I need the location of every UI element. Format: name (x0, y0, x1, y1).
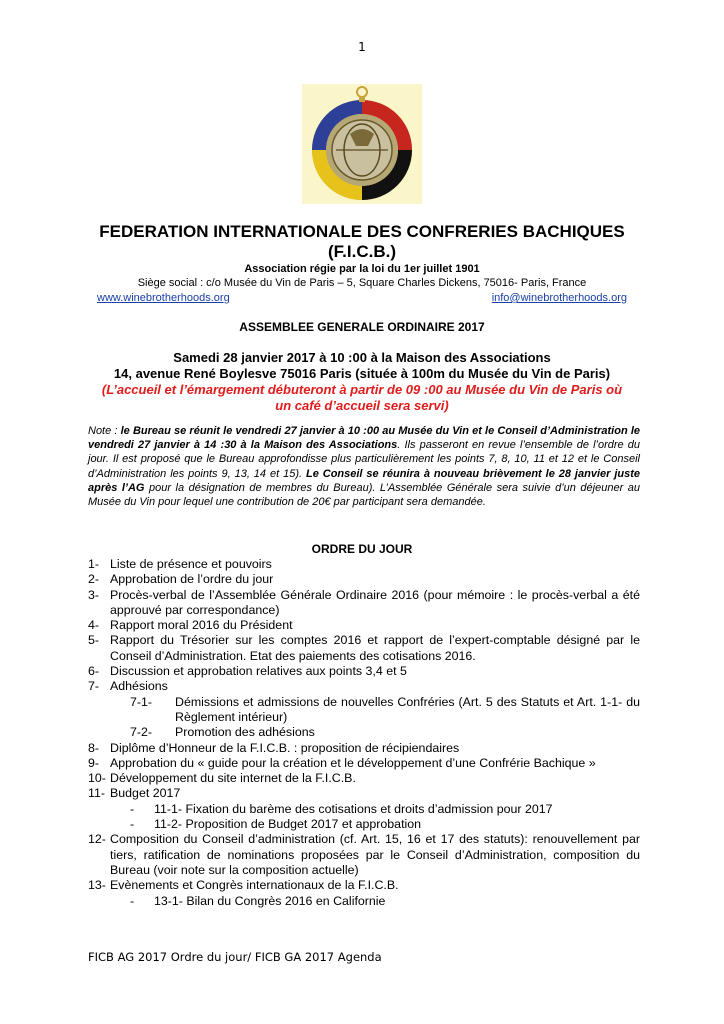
item-text: Démissions et admissions de nouvelles Confréries (Art. 5 des Statuts et Art. 1-1- du Règlement intérieur) (175, 694, 640, 724)
note-bold-2: Le Conseil se réunira à nouveau brièvement le 28 janvier juste après l’AG (88, 467, 641, 494)
item-bullet: - (130, 893, 135, 908)
item-text: Développement du site internet de la F.I.C.B. (110, 771, 356, 786)
agenda-list (88, 557, 640, 909)
list-item (88, 741, 640, 756)
item-text: Evènements et Congrès internationaux de la F.I.C.B. (110, 878, 399, 893)
item-text: Approbation de l’ordre du jour (110, 572, 274, 587)
note-label: Note : (88, 425, 121, 437)
list-item (88, 756, 640, 771)
item-text: 11-1- Fixation du barème des cotisations et droits d’admission pour 2017 (154, 801, 553, 816)
list-subitem (88, 817, 640, 832)
list-subitem (88, 894, 640, 909)
welcome-line-2: un café d’accueil sera servi) (275, 398, 449, 413)
federation-title (60, 222, 664, 262)
item-number: 7-1- (130, 694, 153, 709)
item-text: Diplôme d’Honneur de la F.I.C.B. : proposition de récipiendaires (110, 740, 460, 755)
note-text-2: pour la désignation de membres du Bureau). L’Assemblée Générale sera suivie d’un déjeuner au Musée du Vin pour lequel une contribution de 20€ par participant sera demandée. (88, 481, 640, 509)
item-text: 13-1- Bilan du Congrès 2016 en Californie (154, 893, 386, 908)
item-number: 10- (88, 771, 106, 786)
list-item (88, 633, 640, 664)
list-subitem (88, 695, 640, 726)
item-number: 8- (88, 740, 100, 755)
meeting-date: Samedi 28 janvier 2017 à 10 :00 à la Maison des Associations (173, 350, 551, 365)
title-line-1: FEDERATION INTERNATIONALE DES CONFRERIES BACHIQUES (99, 222, 625, 241)
item-number: 13- (88, 878, 106, 893)
item-text: Composition du Conseil d’administration (cf. Art. 15, 16 et 17 des statuts): renouvellement par tiers, ratification de nominations proposées par le Conseil d’Administration, composition du Bureau (voir note sur la composition actuelle) (110, 832, 640, 877)
list-subitem (88, 725, 640, 740)
item-text: Budget 2017 (110, 786, 181, 801)
siege-social: Siège social : c/o Musée du Vin de Paris – 5, Square Charles Dickens, 75016- Paris, France (137, 277, 587, 289)
association-line: Association régie par la loi du 1er juillet 1901 (244, 263, 480, 275)
item-number: 3- (88, 587, 100, 602)
item-text: Adhésions (110, 679, 168, 694)
item-bullet: - (130, 817, 135, 832)
list-item (88, 618, 640, 633)
page-number: 1 (358, 40, 366, 54)
list-item (88, 878, 640, 893)
list-item (88, 557, 640, 572)
list-item (88, 664, 640, 679)
item-number: 2- (88, 572, 100, 587)
list-item (88, 572, 640, 587)
note-paragraph (88, 424, 640, 509)
agenda-title: ORDRE DU JOUR (311, 542, 413, 556)
note-bold-1: le Bureau se réunit le vendredi 27 janvier à 10 :00 au Musée du Vin et le Conseil d’Administration le vendredi 27 janvier à 14 :30 à la Maison des Associations (88, 425, 640, 452)
item-text: Rapport moral 2016 du Président (110, 618, 293, 633)
list-subitem (88, 802, 640, 817)
list-item (88, 786, 640, 801)
item-text: Rapport du Trésorier sur les comptes 2016 et rapport de l’expert-comptable désigné par le Conseil d’Administration. Etat des paiements des cotisations 2016. (110, 633, 640, 663)
item-number: 5- (88, 633, 100, 648)
item-text: Approbation du « guide pour la création et le développement d’une Confrérie Bachique » (110, 755, 596, 770)
item-number: 1- (88, 557, 100, 571)
item-bullet: - (130, 801, 135, 816)
list-item (88, 679, 640, 694)
meeting-details (60, 350, 664, 382)
item-text: Promotion des adhésions (175, 725, 315, 740)
item-number: 11- (88, 786, 105, 801)
list-item (88, 588, 640, 619)
item-text: Procès-verbal de l’Assemblée Générale Ordinaire 2016 (pour mémoire : le procès-verbal a été approuvé par correspondance) (110, 587, 640, 617)
item-text: Discussion et approbation relatives aux points 3,4 et 5 (110, 664, 407, 679)
item-number: 6- (88, 664, 100, 679)
meeting-address: 14, avenue René Boylesve 75016 Paris (située à 100m du Musée du Vin de Paris) (113, 366, 611, 381)
title-line-2: (F.I.C.B.) (328, 242, 396, 261)
list-item (88, 832, 640, 878)
welcome-line-1: (L’accueil et l’émargement débuteront à partir de 09 :00 au Musée du Vin de Paris où (101, 382, 623, 397)
item-text: Liste de présence et pouvoirs (110, 557, 272, 571)
welcome-note (60, 382, 664, 414)
note-text-1: . Ils passeront en revue l’ensemble de l’ordre du jour. Il est proposé que le Bureau approfondisse plus particulièrement les points 7, 8, 10, 11 et 12 et le Conseil d’Administration les points 9, 13, 14 et 15). (88, 439, 641, 480)
item-number: 7- (88, 679, 100, 694)
meeting-title: ASSEMBLEE GENERALE ORDINAIRE 2017 (239, 320, 485, 334)
item-text: 11-2- Proposition de Budget 2017 et approbation (154, 817, 422, 832)
website-link[interactable]: www.winebrotherhoods.org (97, 292, 230, 304)
ficb-seal-logo (302, 84, 422, 204)
item-number: 12- (88, 832, 106, 847)
email-link[interactable]: info@winebrotherhoods.org (491, 292, 627, 304)
page-footer: FICB AG 2017 Ordre du jour/ FICB GA 2017 Agenda (88, 950, 382, 964)
item-number: 7-2- (130, 725, 153, 740)
list-item (88, 771, 640, 786)
item-number: 4- (88, 618, 100, 633)
item-number: 9- (88, 755, 100, 770)
